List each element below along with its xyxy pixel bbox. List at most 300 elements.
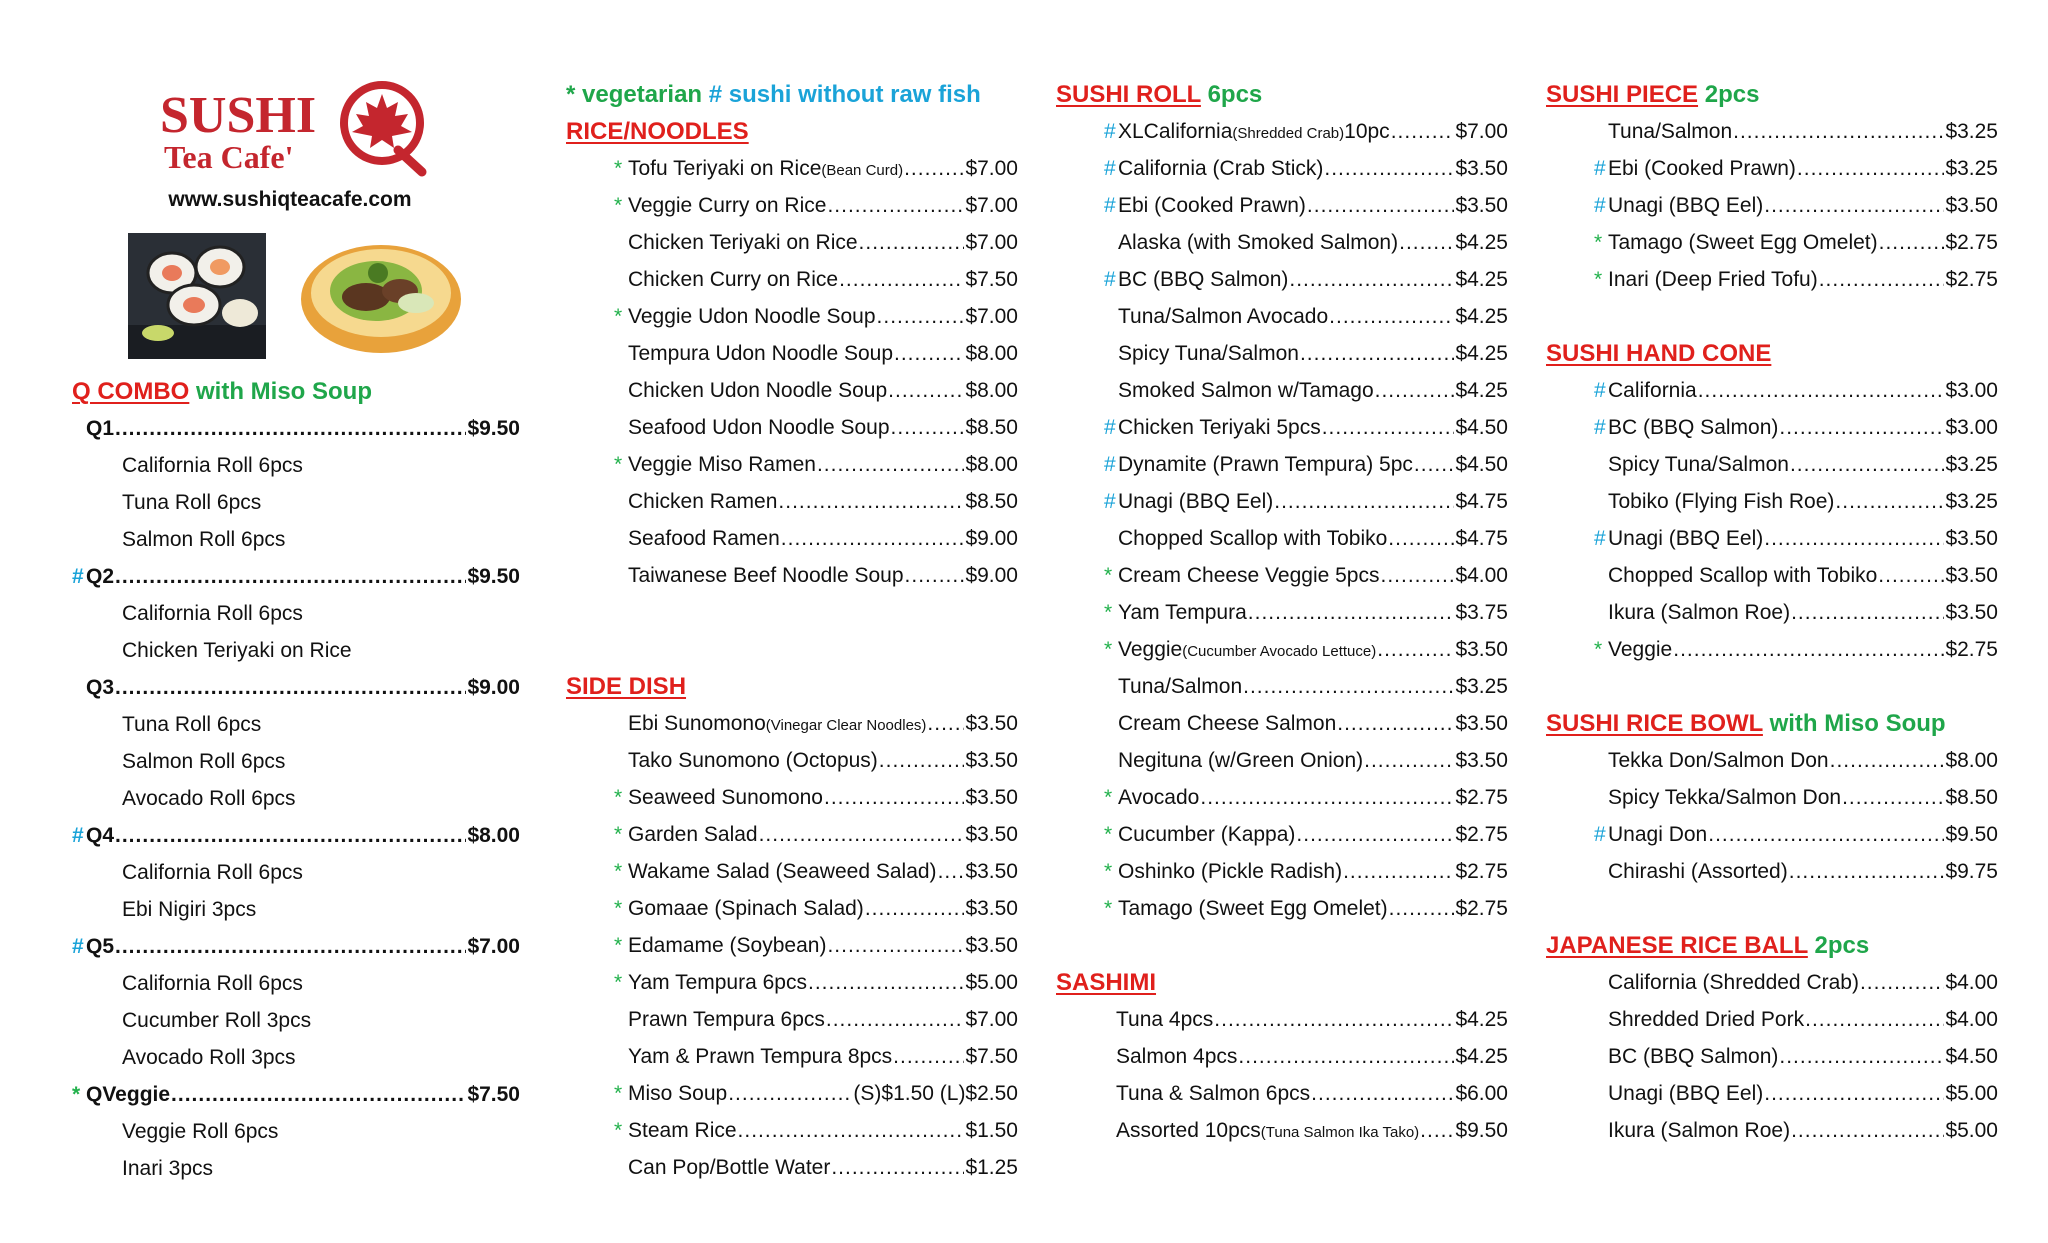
combo-name: Q1 [86, 417, 115, 440]
item-name: Taiwanese Beef Noodle Soup [628, 564, 904, 587]
item-name: Tako Sunomono (Octopus) [628, 749, 878, 772]
menu-item [1056, 150, 1508, 187]
menu-item [1056, 446, 1508, 483]
dot-leader [859, 224, 965, 261]
item-price: $3.75 [1455, 601, 1508, 624]
item-name: Inari (Deep Fried Tofu) [1608, 268, 1818, 291]
menu-item [1056, 483, 1508, 520]
sushi-piece-list [1546, 113, 1998, 298]
vegetarian-marker: * [1594, 638, 1603, 661]
item-price: $3.50 [1455, 749, 1508, 772]
item-name: Veggie Miso Ramen [628, 453, 816, 476]
dot-leader [738, 1112, 965, 1149]
dot-leader [1324, 150, 1454, 187]
combo-detail: California Roll 6pcs [122, 602, 303, 625]
combo-detail: Ebi Nigiri 3pcs [122, 898, 257, 921]
dot-leader [1311, 1075, 1454, 1112]
combo-detail: Tuna Roll 6pcs [122, 713, 262, 736]
vegetarian-marker: * [614, 1119, 623, 1142]
dot-leader [826, 1001, 965, 1038]
item-price: $7.00 [965, 157, 1018, 180]
menu-item [566, 446, 1018, 483]
section-title-q-combo: Q COMBO with Miso Soup [72, 378, 372, 405]
item-name: Tamago (Sweet Egg Omelet) [1608, 231, 1878, 254]
menu-item [1056, 261, 1508, 298]
item-name: Smoked Salmon w/Tamago [1118, 379, 1374, 402]
item-name: California [1608, 379, 1697, 402]
dot-leader [893, 1038, 964, 1075]
dot-leader [1248, 594, 1455, 631]
dot-leader [115, 669, 466, 706]
item-name: Assorted 10pcs [1116, 1119, 1261, 1142]
item-price: $2.75 [1945, 638, 1998, 661]
item-name: Veggie Curry on Rice [628, 194, 827, 217]
item-name: BC (BBQ Salmon) [1118, 268, 1289, 291]
item-name: Tamago (Sweet Egg Omelet) [1118, 897, 1388, 920]
item-price: $2.75 [1945, 231, 1998, 254]
item-price: $3.25 [1945, 157, 1998, 180]
combo-price: $7.50 [467, 1083, 520, 1106]
vegetarian-marker: * [1104, 601, 1113, 624]
item-name: XLCalifornia [1118, 120, 1233, 143]
vegetarian-marker: * [614, 305, 623, 328]
vegetarian-marker: * [72, 1083, 81, 1106]
dot-leader [877, 298, 965, 335]
menu-item [566, 816, 1018, 853]
dot-leader [1364, 742, 1454, 779]
item-name: Veggie Udon Noodle Soup [628, 305, 876, 328]
combo-detail: Tuna Roll 6pcs [122, 491, 262, 514]
item-name: Tuna/Salmon [1608, 120, 1733, 143]
item-name: Seafood Ramen [628, 527, 780, 550]
menu-item [1546, 964, 1998, 1001]
section-title-sushi-piece: SUSHI PIECE 2pcs [1546, 81, 1760, 108]
item-price: $2.75 [1455, 860, 1508, 883]
vegetarian-marker: * [614, 934, 623, 957]
item-price: $7.50 [965, 268, 1018, 291]
vegetarian-marker: * [1104, 860, 1113, 883]
dietary-legend: * vegetarian # sushi without raw fish [566, 81, 981, 108]
dot-leader [1879, 224, 1945, 261]
dot-leader [824, 779, 964, 816]
item-price: $4.25 [1455, 379, 1508, 402]
combo-detail: Avocado Roll 3pcs [122, 1046, 296, 1069]
combo-item [72, 410, 520, 447]
combo-name: Q4 [86, 824, 115, 847]
combo-detail: Avocado Roll 6pcs [122, 787, 296, 810]
vegetarian-marker: * [614, 971, 623, 994]
menu-item [566, 1001, 1018, 1038]
no-raw-fish-marker: # [1594, 194, 1606, 217]
dot-leader [1377, 631, 1454, 668]
vegetarian-marker: * [1104, 897, 1113, 920]
menu-item [1546, 557, 1998, 594]
item-price: $3.50 [1455, 194, 1508, 217]
dot-leader [759, 816, 965, 853]
dot-leader [891, 409, 965, 446]
dot-leader [1698, 372, 1945, 409]
dot-leader [1860, 964, 1944, 1001]
item-name: Chicken Ramen [628, 490, 778, 513]
item-name: BC (BBQ Salmon) [1608, 1045, 1779, 1068]
website-url: www.sushiqteacafe.com [168, 188, 412, 211]
item-price: $4.50 [1455, 416, 1508, 439]
dot-leader [115, 928, 466, 965]
item-name: Shredded Dried Pork [1608, 1008, 1805, 1031]
item-name: Ebi Sunomono [628, 712, 766, 735]
item-name: Seaweed Sunomono [628, 786, 823, 809]
menu-item [1056, 224, 1508, 261]
item-price: $3.50 [965, 934, 1018, 957]
dot-leader [171, 1076, 466, 1113]
menu-item [1056, 853, 1508, 890]
item-price: $5.00 [1945, 1119, 1998, 1142]
item-name: Chicken Teriyaki on Rice [628, 231, 858, 254]
combo-detail: Salmon Roll 6pcs [122, 750, 286, 773]
item-name: Can Pop/Bottle Water [628, 1156, 831, 1179]
item-name: Tuna 4pcs [1116, 1008, 1214, 1031]
dot-leader [1779, 1038, 1944, 1075]
menu-item [1056, 1038, 1508, 1075]
menu-item [1546, 1038, 1998, 1075]
menu-item [1546, 1075, 1998, 1112]
item-name: Chicken Curry on Rice [628, 268, 839, 291]
item-note: (Vinegar Clear Noodles) [765, 717, 927, 734]
no-raw-fish-marker: # [1104, 490, 1116, 513]
combo-price: $8.00 [467, 824, 520, 847]
item-price: $3.50 [1945, 194, 1998, 217]
combo-item [72, 928, 520, 965]
vegetarian-marker: * [1594, 231, 1603, 254]
item-name: Unagi (BBQ Eel) [1118, 490, 1274, 513]
item-price: $6.00 [1455, 1082, 1508, 1105]
menu-item [1056, 890, 1508, 927]
combo-detail: Salmon Roll 6pcs [122, 528, 286, 551]
no-raw-fish-marker: # [1104, 120, 1116, 143]
dot-leader [1389, 890, 1455, 927]
item-price: $4.00 [1455, 564, 1508, 587]
menu-item [566, 853, 1018, 890]
menu-item [1546, 372, 1998, 409]
item-name: California (Crab Stick) [1118, 157, 1324, 180]
menu-item [1546, 150, 1998, 187]
dot-leader [1764, 1075, 1944, 1112]
item-name: Prawn Tempura 6pcs [628, 1008, 825, 1031]
hand-cone-list [1546, 372, 1998, 668]
menu-item [1546, 853, 1998, 890]
vegetarian-marker: * [1594, 268, 1603, 291]
menu-item [1546, 594, 1998, 631]
item-name: BC (BBQ Salmon) [1608, 416, 1779, 439]
item-name: Ebi (Cooked Prawn) [1608, 157, 1796, 180]
item-name: Spicy Tekka/Salmon Don [1608, 786, 1842, 809]
item-name: California (Shredded Crab) [1608, 971, 1859, 994]
dot-leader [1819, 261, 1945, 298]
item-price: $4.25 [1455, 342, 1508, 365]
item-note: (Cucumber Avocado Lettuce) [1182, 643, 1377, 660]
item-price: $9.00 [965, 527, 1018, 550]
item-price: $3.50 [965, 897, 1018, 920]
dot-leader [1214, 1001, 1454, 1038]
combo-name: Q3 [86, 676, 115, 699]
combo-item [72, 817, 520, 854]
item-price: $3.25 [1455, 675, 1508, 698]
menu-item [566, 261, 1018, 298]
vegetarian-marker: * [1104, 823, 1113, 846]
item-price: $4.25 [1455, 231, 1508, 254]
item-name: Wakame Salad (Seaweed Salad) [628, 860, 937, 883]
dot-leader [1399, 224, 1454, 261]
combo-item [72, 1076, 520, 1113]
no-raw-fish-marker: # [1104, 194, 1116, 217]
vegetarian-marker: * [614, 823, 623, 846]
item-price: $7.00 [965, 231, 1018, 254]
dot-leader [1805, 1001, 1944, 1038]
vegetarian-marker: * [1104, 564, 1113, 587]
dot-leader [1296, 816, 1454, 853]
menu-item [1056, 594, 1508, 631]
menu-item [1056, 705, 1508, 742]
item-price: $1.25 [965, 1156, 1018, 1179]
no-raw-fish-marker: # [1104, 416, 1116, 439]
menu-column-3 [1056, 76, 1508, 1149]
item-price: $4.25 [1455, 305, 1508, 328]
item-name: Oshinko (Pickle Radish) [1118, 860, 1343, 883]
menu-item [1546, 742, 1998, 779]
section-title-rice-noodles: RICE/NOODLES [566, 118, 749, 145]
menu-item [566, 150, 1018, 187]
menu-item [1056, 1075, 1508, 1112]
item-price: $9.00 [965, 564, 1018, 587]
item-name: Cucumber (Kappa) [1118, 823, 1296, 846]
dot-leader [1420, 1112, 1454, 1149]
dot-leader [1375, 372, 1455, 409]
sashimi-list [1056, 1001, 1508, 1149]
menu-item [566, 557, 1018, 594]
item-price: $2.75 [1455, 897, 1508, 920]
dot-leader [905, 557, 965, 594]
dot-leader [115, 817, 466, 854]
dot-leader [894, 335, 964, 372]
item-price: $3.25 [1945, 490, 1998, 513]
rice-noodles-list [566, 150, 1018, 594]
menu-item [1546, 446, 1998, 483]
item-price: $8.00 [1945, 749, 1998, 772]
dot-leader [927, 705, 964, 742]
dot-leader [1274, 483, 1454, 520]
no-raw-fish-marker: # [72, 824, 84, 847]
item-price: $2.75 [1945, 268, 1998, 291]
item-price: $2.75 [1455, 786, 1508, 809]
dot-leader [839, 261, 964, 298]
vegetarian-marker: * [614, 860, 623, 883]
item-price: $3.50 [1945, 527, 1998, 550]
item-name: Avocado [1118, 786, 1200, 809]
item-price: $3.50 [965, 712, 1018, 735]
item-price: $5.00 [1945, 1082, 1998, 1105]
item-price: $4.00 [1945, 1008, 1998, 1031]
item-price: $4.75 [1455, 527, 1508, 550]
combo-detail: California Roll 6pcs [122, 972, 303, 995]
menu-item [566, 779, 1018, 816]
dot-leader [1391, 113, 1455, 150]
no-raw-fish-marker: # [1104, 157, 1116, 180]
dot-leader [1790, 446, 1945, 483]
section-title-hand-cone: SUSHI HAND CONE [1546, 340, 1772, 367]
item-name: Spicy Tuna/Salmon [1608, 453, 1789, 476]
item-price: $8.00 [965, 379, 1018, 402]
combo-detail: Chicken Teriyaki on Rice [122, 639, 352, 662]
rice-ball-list [1546, 964, 1998, 1149]
item-note: (Shredded Crab) [1232, 125, 1345, 142]
item-price: $8.50 [965, 490, 1018, 513]
vegetarian-marker: * [1104, 638, 1113, 661]
dot-leader [827, 927, 964, 964]
item-price: $4.75 [1455, 490, 1508, 513]
dot-leader [1337, 705, 1454, 742]
menu-item [1546, 187, 1998, 224]
item-name: Tempura Udon Noodle Soup [628, 342, 894, 365]
item-name: Unagi (BBQ Eel) [1608, 527, 1764, 550]
menu-item [1056, 409, 1508, 446]
combo-name: Q2 [86, 565, 115, 588]
combo-detail: California Roll 6pcs [122, 861, 303, 884]
no-raw-fish-marker: # [72, 935, 84, 958]
no-raw-fish-marker: # [1104, 453, 1116, 476]
item-name: Yam Tempura [1118, 601, 1247, 624]
menu-item [566, 224, 1018, 261]
menu-column-2 [566, 76, 1018, 1186]
menu-item [566, 1112, 1018, 1149]
item-price: $4.25 [1455, 1045, 1508, 1068]
item-name: Chopped Scallop with Tobiko [1608, 564, 1878, 587]
dot-leader [1779, 409, 1944, 446]
logo-subtitle: Tea Cafe' [164, 139, 294, 175]
item-name: Tuna & Salmon 6pcs [1116, 1082, 1311, 1105]
dot-leader [781, 520, 965, 557]
item-price: $4.50 [1455, 453, 1508, 476]
vegetarian-marker: * [614, 786, 623, 809]
rice-bowl-list [1546, 742, 1998, 890]
item-price: $1.50 [965, 1119, 1018, 1142]
item-name: Ikura (Salmon Roe) [1608, 601, 1791, 624]
combo-detail: Veggie Roll 6pcs [122, 1120, 279, 1143]
dot-leader [1764, 187, 1944, 224]
menu-item [566, 1149, 1018, 1186]
dot-leader [1200, 779, 1454, 816]
menu-item [1546, 779, 1998, 816]
dot-leader [1791, 1112, 1944, 1149]
menu-item [566, 409, 1018, 446]
item-price: $3.50 [1455, 157, 1508, 180]
dot-leader [1764, 520, 1944, 557]
menu-item [1056, 372, 1508, 409]
menu-item [566, 742, 1018, 779]
dot-leader [1289, 261, 1454, 298]
menu-item [566, 1038, 1018, 1075]
dot-leader [1842, 779, 1944, 816]
menu-item [566, 372, 1018, 409]
dot-leader [1300, 335, 1455, 372]
dot-leader [1243, 668, 1454, 705]
item-note: (Bean Curd) [821, 162, 904, 179]
item-name: Miso Soup [628, 1082, 728, 1105]
dot-leader [1238, 1038, 1454, 1075]
combo-price: $9.50 [467, 417, 520, 440]
menu-item [1056, 668, 1508, 705]
menu-item [1056, 187, 1508, 224]
dot-leader [1789, 853, 1945, 890]
menu-item [1546, 483, 1998, 520]
item-price: $3.50 [965, 786, 1018, 809]
no-raw-fish-marker: # [1104, 268, 1116, 291]
item-price: $5.00 [965, 971, 1018, 994]
menu-column-1 [72, 76, 520, 1187]
logo-word: SUSHI [160, 87, 317, 144]
item-price: $3.50 [965, 823, 1018, 846]
item-name: Ebi (Cooked Prawn) [1118, 194, 1306, 217]
dot-leader [1733, 113, 1944, 150]
item-name: Yam Tempura 6pcs [628, 971, 807, 994]
section-title-sashimi: SASHIMI [1056, 969, 1157, 996]
dot-leader [1878, 557, 1944, 594]
menu-item [1546, 1112, 1998, 1149]
item-name: Alaska (with Smoked Salmon) [1118, 231, 1399, 254]
dot-leader [938, 853, 965, 890]
dot-leader [1381, 557, 1455, 594]
combo-name: QVeggie [86, 1083, 171, 1106]
menu-item [1056, 335, 1508, 372]
no-raw-fish-marker: # [1594, 527, 1606, 550]
menu-item [1056, 298, 1508, 335]
item-price: $3.00 [1945, 416, 1998, 439]
dot-leader [888, 372, 964, 409]
no-raw-fish-marker: # [72, 565, 84, 588]
item-name: Garden Salad [628, 823, 758, 846]
dot-leader [827, 187, 964, 224]
item-price: $8.00 [965, 342, 1018, 365]
vegetarian-marker: * [614, 157, 623, 180]
menu-item [566, 298, 1018, 335]
item-name: Edamame (Soybean) [628, 934, 827, 957]
item-name: Ikura (Salmon Roe) [1608, 1119, 1791, 1142]
item-price: $3.50 [1455, 712, 1508, 735]
menu-item [566, 1075, 1018, 1112]
item-name: Dynamite (Prawn Tempura) 5pc [1118, 453, 1413, 476]
no-raw-fish-marker: # [1594, 416, 1606, 439]
item-name: Chirashi (Assorted) [1608, 860, 1788, 883]
menu-item [1056, 557, 1508, 594]
item-name: Chicken Udon Noodle Soup [628, 379, 888, 402]
dot-leader [1343, 853, 1454, 890]
combo-item [72, 669, 520, 706]
dot-leader [817, 446, 965, 483]
vegetarian-marker: * [1104, 786, 1113, 809]
menu-item [566, 964, 1018, 1001]
dot-leader [879, 742, 965, 779]
dot-leader [1830, 742, 1945, 779]
menu-item [566, 520, 1018, 557]
no-raw-fish-marker: # [1594, 823, 1606, 846]
menu-item [1056, 742, 1508, 779]
menu-item [1546, 631, 1998, 668]
item-price: (S)$1.50 (L)$2.50 [853, 1082, 1018, 1105]
menu-column-4 [1546, 76, 1998, 1149]
item-price: $7.00 [965, 1008, 1018, 1031]
item-name: Chopped Scallop with Tobiko [1118, 527, 1388, 550]
vegetarian-marker: * [614, 1082, 623, 1105]
item-price: $3.25 [1945, 453, 1998, 476]
